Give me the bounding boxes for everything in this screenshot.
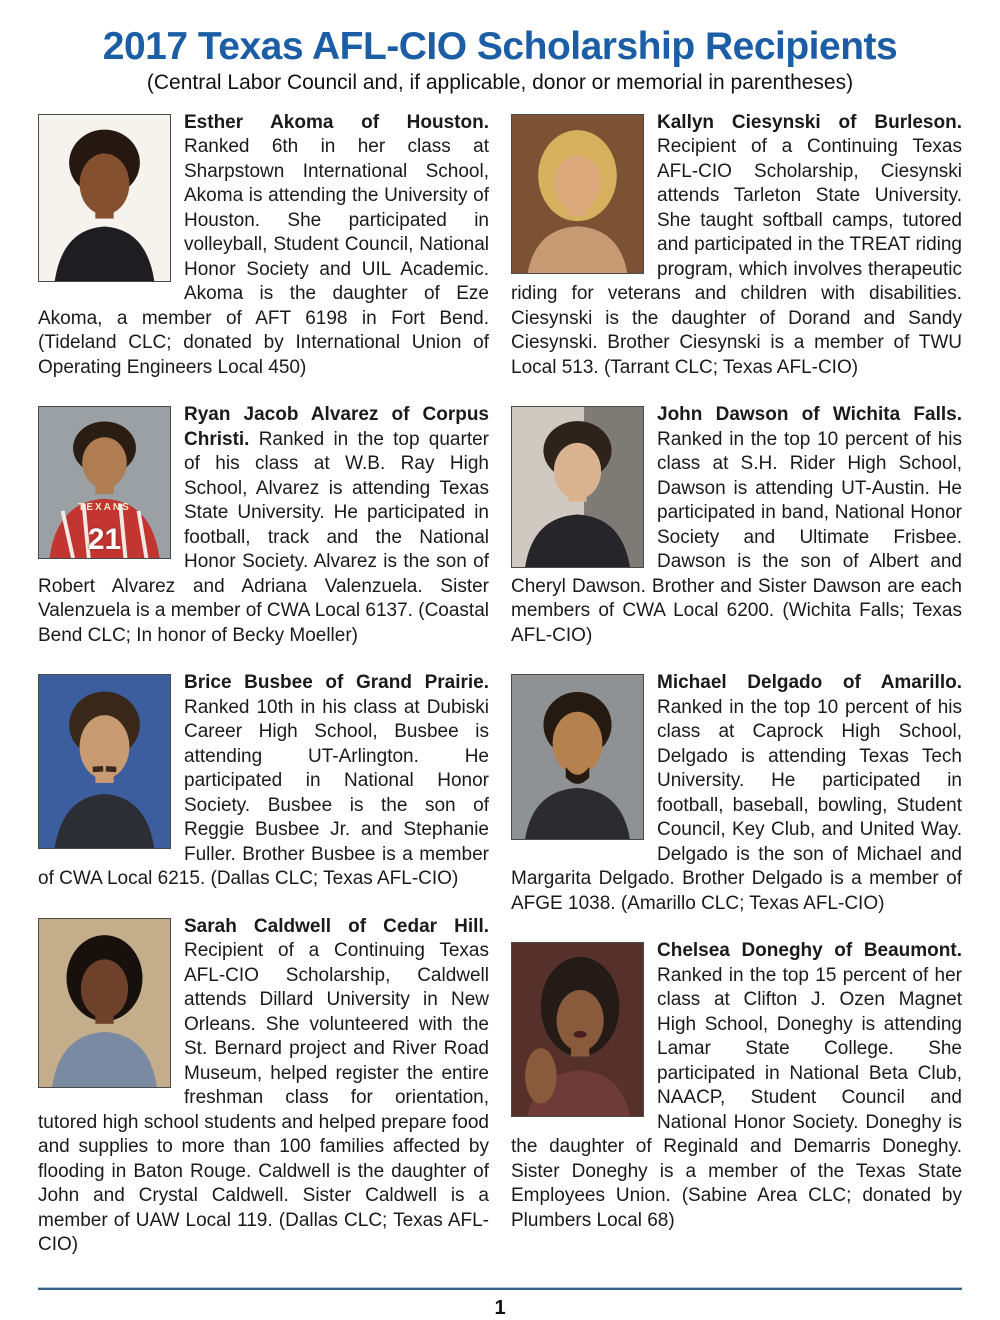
portrait-illustration <box>39 115 170 281</box>
masthead <box>38 26 962 95</box>
portrait-photo <box>511 674 644 840</box>
profile-name: Kallyn Ciesynski of Burleson. <box>657 111 962 133</box>
portrait-photo <box>38 674 171 849</box>
profile-name: Ryan Jacob Alvarez of Corpus Christi. <box>184 404 489 450</box>
portrait-illustration <box>512 115 643 273</box>
portrait-photo <box>38 406 171 559</box>
portrait-photo <box>511 942 644 1117</box>
jersey-number-text: 21 <box>87 522 122 556</box>
portrait-illustration <box>512 675 643 839</box>
portrait-photo <box>511 114 644 274</box>
profile-body: Ranked in the top 15 percent of her class at Clifton J. Ozen Magnet High School, Doneghy is attending Lamar State College. She participated in National Beta Club, NAACP, Student Council and National Honor Society. Doneghy is the daughter of Reginald and Demarris Doneghy. Sister Doneghy is a member of the Texas State Employees Union. (Sabine Area CLC; donated by Plumbers Local 68) <box>511 964 962 1231</box>
page-number: 1 <box>494 1296 506 1319</box>
profile-body: Recipient of a Continuing Texas AFL-CIO Scholarship, Ciesynski attends Tarleton State University. She taught softball camps, tutored and participated in the TREAT riding program, which involves therapeutic riding for veterans and children with disabilities. Ciesynski is the daughter of Dorand and Sandy Ciesynski. Brother Ciesynski is a member of TWU Local 513. (Tarrant CLC; Texas AFL-CIO) <box>511 136 962 378</box>
profile-body: Ranked in the top 10 percent of his class at Caprock High School, Delgado is attending Texas Tech University. He participated in football, baseball, bowling, Student Council, Key Club, and United Way. Delgado is the son of Michael and Margarita Delgado. Brother Delgado is a member of AFGE 1038. (Amarillo CLC; Texas AFL-CIO) <box>511 696 962 914</box>
footer-rule <box>38 1287 962 1290</box>
profile-card <box>511 671 962 916</box>
profile-body: Ranked 6th in her class at Sharpstown International School, Akoma is attending the University of Houston. She participated in volleyball, Student Council, National Honor Society and UIL Academic. Akoma is the daughter of Eze Akoma, a member of AFT 6198 in Fort Bend. (Tideland CLC; donated by International Union of Operating Engineers Local 450) <box>38 136 489 378</box>
profile-name: Michael Delgado of Amarillo. <box>657 672 962 694</box>
portrait-illustration <box>39 675 170 848</box>
right-column <box>511 111 962 1281</box>
profile-card <box>38 403 489 648</box>
profile-body: Ranked in the top quarter of his class at W.B. Ray High School, Alvarez is attending Texas State University. He participated in football, track and the National Honor Society. Alvarez is the son of Robert Alvarez and Adriana Valenzuela. Sister Valenzuela is a member of CWA Local 6137. (Coastal Bend CLC; In honor of Becky Moeller) <box>38 428 489 646</box>
portrait-illustration <box>512 407 643 567</box>
portrait-illustration <box>512 943 643 1116</box>
profile-card <box>38 915 489 1258</box>
profile-card <box>38 671 489 892</box>
page-subtitle: (Central Labor Council and, if applicable, donor or memorial in parentheses) <box>146 70 854 94</box>
jersey-team-text: TEXANS <box>78 502 131 514</box>
profile-name: Brice Busbee of Grand Prairie. <box>184 672 489 694</box>
portrait-photo <box>38 918 171 1088</box>
portrait-photo <box>511 406 644 568</box>
profile-name: Chelsea Doneghy of Beaumont. <box>657 940 962 962</box>
profile-card <box>511 403 962 648</box>
profile-name: John Dawson of Wichita Falls. <box>657 404 962 426</box>
page-title: 2017 Texas AFL-CIO Scholarship Recipients <box>102 25 898 68</box>
profile-card <box>511 939 962 1233</box>
profile-body: Ranked in the top 10 percent of his class at S.H. Rider High School, Dawson is attending UT-Austin. He participated in band, National Honor Society and Ultimate Frisbee. Dawson is the son of Albert and Cheryl Dawson. Brother and Sister Dawson are each members of CWA Local 6200. (Wichita Falls; Texas AFL-CIO) <box>511 428 962 646</box>
profile-body: Recipient of a Continuing Texas AFL-CIO Scholarship, Caldwell attends Dillard University in New Orleans. She volunteered with the St. Bernard project and River Road Museum, helped register the entire freshman class for orientation, tutored high school students and helped prepare food and supplies to more than 100 families affected by flooding in Baton Rouge. Caldwell is the daughter of John and Crystal Caldwell. Sister Caldwell is a member of UAW Local 119. (Dallas CLC; Texas AFL-CIO) <box>38 940 489 1256</box>
portrait-photo <box>38 114 171 282</box>
profile-name: Esther Akoma of Houston. <box>184 111 489 133</box>
two-column-layout <box>38 111 962 1281</box>
profile-body: Ranked 10th in his class at Dubiski Career High School, Busbee is attending UT-Arlington. He participated in National Honor Society. Busbee is the son of Reggie Busbee Jr. and Stephanie Fuller. Brother Busbee is a member of CWA Local 6215. (Dallas CLC; Texas AFL-CIO) <box>38 696 489 890</box>
left-column <box>38 111 489 1281</box>
page-footer <box>38 1287 962 1320</box>
profile-name: Sarah Caldwell of Cedar Hill. <box>184 915 489 937</box>
profile-card <box>511 111 962 381</box>
profile-card <box>38 111 489 381</box>
portrait-illustration <box>39 919 170 1087</box>
